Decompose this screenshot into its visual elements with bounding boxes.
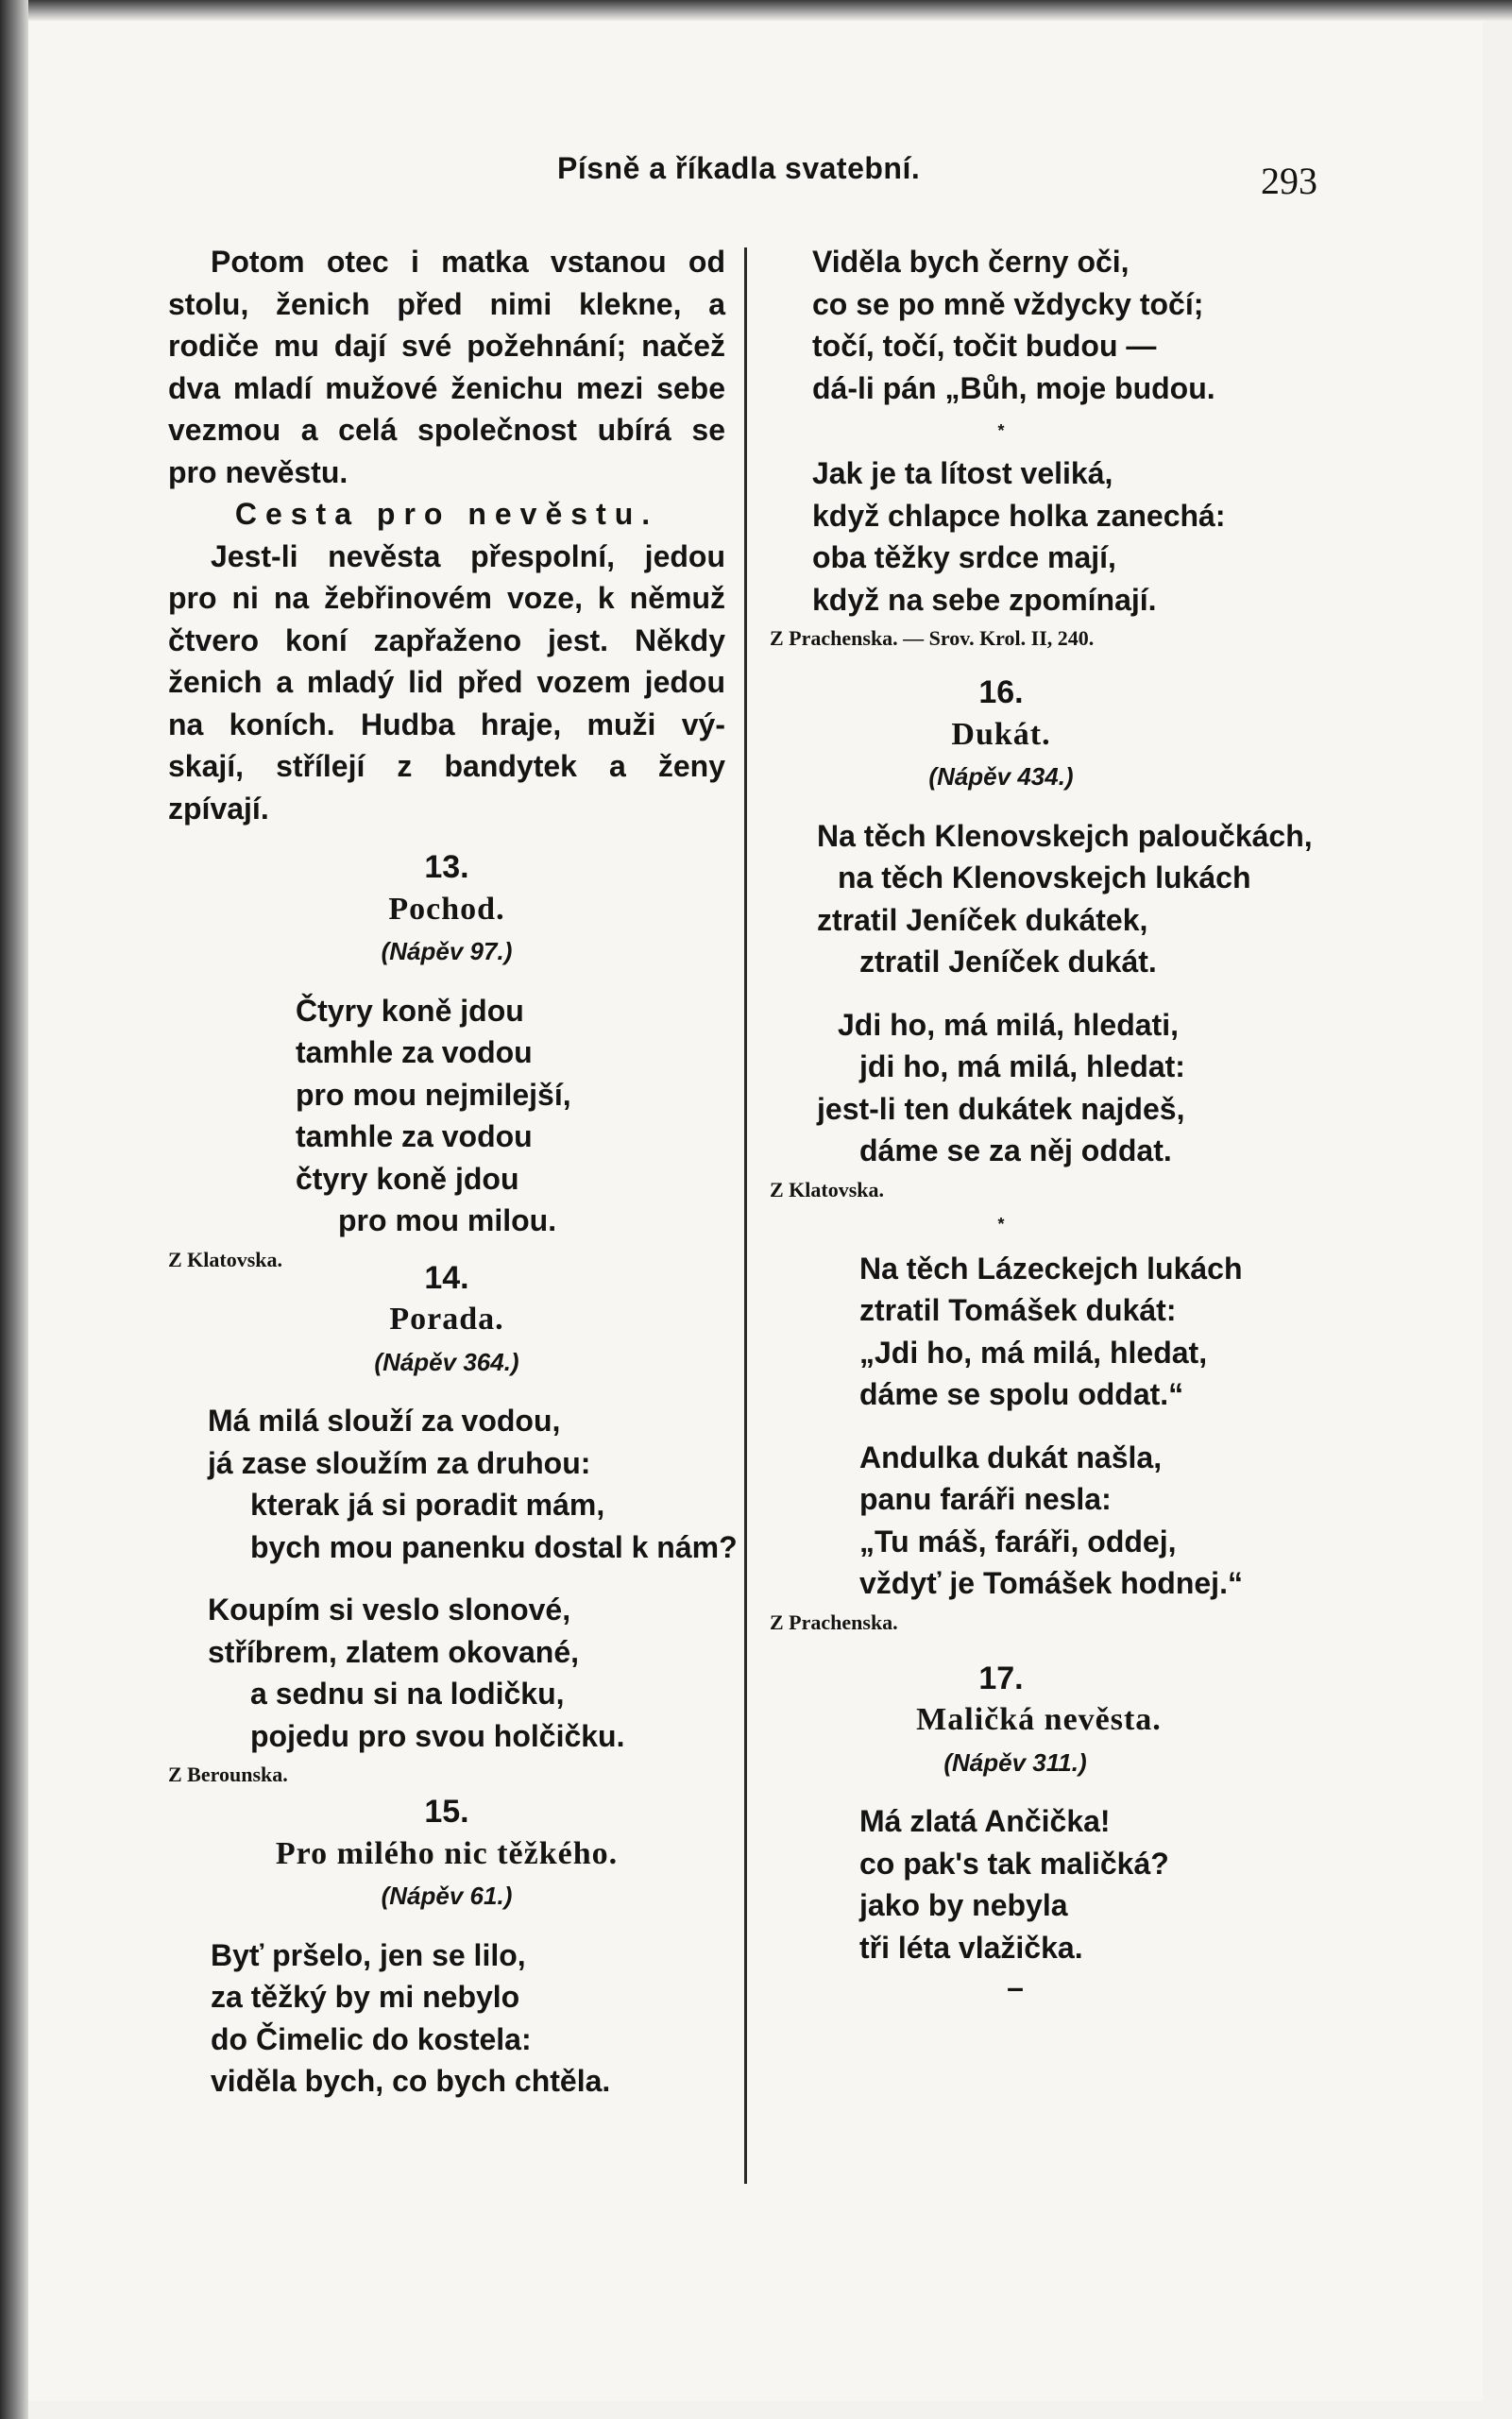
verse-line: Viděla bych černy oči,	[812, 245, 1130, 279]
text-line: Potom otec i matka vstanou od	[211, 245, 725, 279]
text-line: stolu, ženich před nimi klekne, a	[168, 286, 725, 321]
text-line: pro ni na žebřinovém voze, k němuž	[168, 581, 725, 615]
song-16-stanza-2	[770, 1004, 1346, 1172]
verse-line: já zase sloužím za druhou:	[208, 1445, 591, 1480]
left-column	[168, 241, 738, 2103]
song-napev-15: (Nápěv 61.)	[381, 1882, 513, 1910]
song-number-16: 16.	[978, 674, 1024, 710]
verse-line: a sednu si na lodičku,	[250, 1677, 565, 1711]
text-line: ženich a mladý lid před vozem jedou	[168, 665, 725, 699]
verse-line: Jak je ta lítost veliká,	[812, 456, 1113, 490]
song-15-continuation	[770, 241, 1346, 409]
verse-line: panu faráři nesla:	[859, 1482, 1112, 1516]
verse-line: stříbrem, zlatem okované,	[208, 1634, 580, 1669]
verse-line: Byť pršelo, jen se lilo,	[211, 1937, 526, 1972]
source-note-15: Z Prachenska. — Srov. Krol. II, 240.	[770, 626, 1095, 650]
verse-line: dáme se za něj oddat.	[859, 1133, 1172, 1167]
running-header	[0, 151, 1512, 202]
verse-line: tamhle za vodou	[296, 1035, 533, 1069]
source-note-16: Z Klatovska.	[770, 1177, 885, 1201]
verse-line: kterak já si poradit mám,	[250, 1488, 605, 1522]
song-14-stanza-1	[168, 1400, 738, 1568]
verse-line: Má zlatá Ančička!	[859, 1804, 1111, 1838]
song-napev-17: (Nápěv 311.)	[943, 1747, 1087, 1777]
intro-paragraph	[168, 241, 725, 493]
scan-left-edge	[0, 0, 28, 2419]
song-15-stanza-b	[770, 452, 1346, 621]
song-title-15: Pro milého nic těžkého.	[275, 1835, 619, 1871]
verse-line: Andulka dukát našla,	[859, 1439, 1163, 1474]
verse-line: „Jdi ho, má milá, hledat,	[859, 1335, 1208, 1370]
cesta-paragraph	[168, 536, 725, 830]
verse-line: za těžký by mi nebylo	[211, 1980, 520, 2014]
verse-line: pojedu pro svou holčičku.	[250, 1718, 625, 1753]
source-note-13: Z Klatovska.	[168, 1247, 283, 1271]
verse-line: čtyry koně jdou	[296, 1161, 519, 1196]
verse-line: dáme se spolu oddat.“	[859, 1377, 1184, 1411]
section-heading-cesta: Cesta pro nevěstu.	[234, 497, 659, 531]
verse-line: jdi ho, má milá, hledat:	[859, 1049, 1185, 1083]
verse-line: pro mou milou.	[338, 1203, 557, 1237]
text-line: pro nevěstu.	[168, 454, 348, 489]
section-star: *	[997, 1214, 1005, 1234]
verse-line: dá-li pán „Bůh, moje budou.	[812, 370, 1215, 405]
verse-line: točí, točí, točit budou —	[812, 329, 1157, 363]
verse-line: když na sebe zpomínají.	[812, 582, 1157, 617]
verse-line: pro mou nejmilejší,	[296, 1077, 571, 1112]
song-number-14: 14.	[424, 1259, 469, 1296]
verse-line: Čtyry koně jdou	[296, 993, 524, 1028]
text-line: Jest-li nevěsta přespolní, jedou	[211, 538, 725, 573]
verse-line: ztratil Tomášek dukát:	[859, 1293, 1177, 1327]
text-line: na koních. Hudba hraje, muži vý-	[168, 707, 725, 741]
song-title-14: Porada.	[389, 1302, 504, 1337]
verse-line: jako by nebyla	[859, 1888, 1068, 1922]
verse-line: co se po mně vždycky točí;	[812, 286, 1204, 321]
end-mark: –	[1007, 1970, 1024, 2004]
verse-line: když chlapce holka zanechá:	[812, 498, 1226, 533]
verse-line: do Čimelic do kostela:	[211, 2021, 532, 2056]
song-16-stanza-4	[770, 1437, 1346, 1605]
song-16-stanza-3	[770, 1248, 1346, 1416]
text-line: vezmou a celá společnost ubírá se	[168, 413, 725, 447]
text-line: skají, střílejí z bandytek a ženy	[168, 749, 725, 783]
song-number-15: 15.	[424, 1794, 469, 1830]
song-number-13: 13.	[424, 849, 469, 885]
verse-line: Jdi ho, má milá, hledati,	[838, 1007, 1179, 1042]
song-napev-13: (Nápěv 97.)	[381, 937, 513, 965]
verse-line: na těch Klenovskejch lukách	[838, 860, 1251, 894]
verse-line: co pak's tak maličká?	[859, 1846, 1169, 1881]
verse-line: bych mou panenku dostal k nám?	[250, 1529, 738, 1564]
verse-line: ztratil Jeníček dukát.	[859, 945, 1157, 979]
verse-line: oba těžky srdce mají,	[812, 540, 1116, 574]
scan-top-edge	[0, 0, 1512, 21]
song-number-17: 17.	[978, 1660, 1024, 1696]
text-line: zpívají.	[168, 791, 269, 826]
section-star: *	[997, 421, 1005, 440]
song-title-16: Dukát.	[951, 716, 1051, 752]
running-title: Písně a říkadla svatební.	[557, 151, 921, 185]
text-line: rodiče mu dají své požehnání; načež	[168, 329, 725, 363]
verse-line: tři léta vlažička.	[859, 1930, 1083, 1965]
verse-line: Koupím si veslo slonové,	[208, 1593, 571, 1627]
song-16-stanza-1	[770, 815, 1346, 983]
song-title-13: Pochod.	[388, 891, 505, 927]
verse-line: viděla bych, co bych chtěla.	[211, 2064, 611, 2098]
verse-line: ztratil Jeníček dukátek,	[817, 902, 1148, 937]
column-divider	[744, 247, 747, 2184]
song-title-17: Maličká nevěsta.	[916, 1702, 1162, 1737]
verse-line: tamhle za vodou	[296, 1119, 533, 1153]
verse-line: jest-li ten dukátek najdeš,	[817, 1091, 1185, 1126]
song-napev-14: (Nápěv 364.)	[374, 1347, 519, 1376]
song-17-verse	[770, 1800, 1346, 1968]
song-13-verse	[168, 990, 725, 1242]
text-line: čtvero koní zapřaženo jest. Někdy	[168, 622, 725, 657]
source-note-16b: Z Prachenska.	[770, 1610, 898, 1634]
verse-line: Má milá slouží za vodou,	[208, 1404, 561, 1438]
verse-line: vždyť je Tomášek hodnej.“	[859, 1566, 1243, 1600]
verse-line: „Tu máš, faráři, oddej,	[859, 1524, 1177, 1559]
verse-line: Na těch Lázeckejch lukách	[859, 1251, 1243, 1286]
song-napev-16: (Nápěv 434.)	[928, 762, 1074, 791]
verse-line: Na těch Klenovskejch paloučkách,	[817, 818, 1313, 853]
text-line: dva mladí mužové ženichu mezi sebe	[168, 370, 725, 405]
source-note-14: Z Berounska.	[168, 1763, 288, 1786]
page-number: 293	[1261, 160, 1317, 202]
song-15-verse	[168, 1934, 725, 2103]
right-column	[770, 241, 1346, 2006]
song-14-stanza-2	[168, 1589, 725, 1757]
